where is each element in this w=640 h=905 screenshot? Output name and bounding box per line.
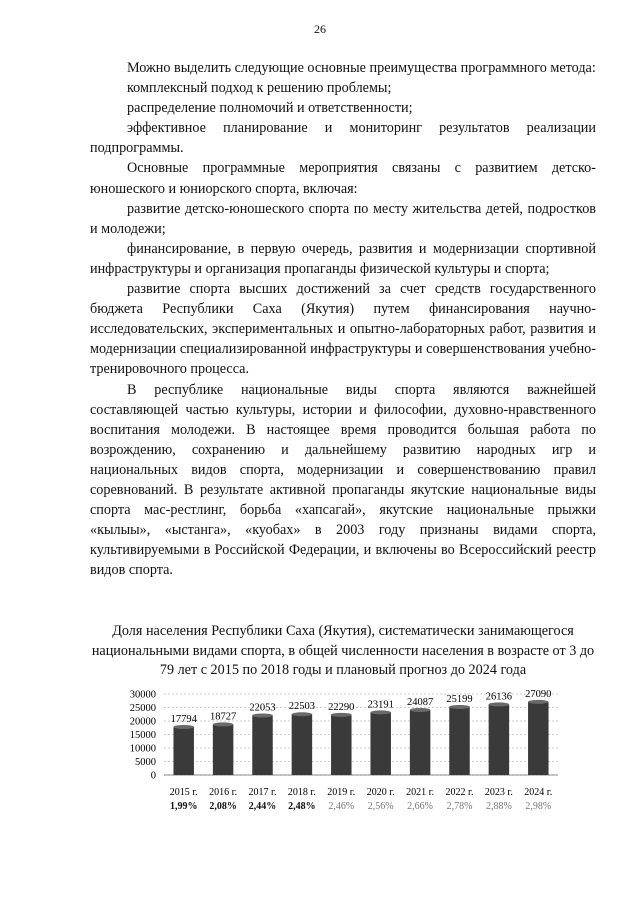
x-tick-label: 2016 г. [209, 787, 238, 798]
bar-top [370, 710, 390, 714]
paragraph: эффективное планирование и мониторинг результатов реализации подпрограммы. [90, 120, 596, 157]
data-label: 18727 [209, 711, 237, 723]
body-text [90, 58, 596, 580]
paragraph: распределение полномочий и ответственности; [127, 100, 413, 117]
bar-top [410, 708, 430, 712]
data-label: 23191 [367, 699, 394, 711]
bar-top [449, 705, 469, 709]
percent-label: 2,08% [209, 801, 237, 812]
bar-top [292, 712, 312, 716]
data-label: 27090 [525, 688, 552, 700]
y-tick-label: 15000 [129, 730, 156, 741]
x-tick-label: 2021 г. [406, 787, 435, 798]
percent-label: 2,48% [288, 801, 316, 812]
paragraph: развитие детско-юношеского спорта по месту жительства детей, подростков и молодежи; [90, 200, 596, 237]
percent-label: 2,46% [328, 801, 355, 812]
bar-top [252, 713, 272, 717]
x-tick-label: 2015 г. [169, 787, 198, 798]
paragraph: комплексный подход к решению проблемы; [127, 80, 392, 97]
x-tick-label: 2023 г. [484, 787, 513, 798]
x-tick-label: 2020 г. [366, 787, 395, 798]
x-tick-label: 2017 г. [248, 787, 277, 798]
paragraph: развитие спорта высших достижений за счет средств государственного бюджета Республики Саха (Якутия) путем финансирования научно-исследовательских, экспериментальных и опытно-лабораторных работ, развития и модернизации специализированной инфраструктуры и совершенствования учебно-тренировочного процесса. [90, 281, 596, 378]
data-label: 22290 [328, 701, 355, 713]
y-tick-label: 5000 [135, 757, 156, 768]
percent-label: 2,44% [248, 801, 277, 812]
percent-label: 2,78% [446, 801, 473, 812]
percent-label: 2,66% [407, 801, 434, 812]
paragraph: В республике национальные виды спорта являются важнейшей составляющей частью культуры, истории и философии, духовно-нравственного воспитания молодежи. В настоящее время проводится большая работа по возрождению, сохранению и дальнейшему развитию народных игр и национальных видов спорта, модернизации и совершенствованию правил соревнований. В результате активной пропаганды якутские национальные виды спорта мас-рестлинг, борьба «хапсагай», якутские национальные прыжки «кылыы», «ыстанга», «куобах» в 2003 году признаны видами спорта, культивируемыми в Российской Федерации, и включены во Всероссийский реестр видов спорта. [90, 381, 596, 579]
bar [213, 724, 233, 775]
chart-title: Доля населения Республики Саха (Якутия), систематически занимающегося национальными видами спорта, в общей численности населения в возрасте от 3 до 79 лет с 2015 по 2018 годы и плановый прогноз до 2024 года [91, 623, 595, 678]
y-tick-label: 30000 [129, 689, 156, 701]
data-label: 22503 [288, 701, 316, 713]
percent-label: 1,99% [169, 801, 198, 812]
bar [449, 707, 469, 775]
bar-top [528, 700, 548, 704]
data-label: 24087 [406, 696, 434, 708]
y-tick-label: 0 [150, 770, 156, 782]
bar [410, 710, 430, 775]
x-tick-label: 2018 г. [287, 787, 316, 798]
bar [252, 715, 272, 775]
bar [489, 704, 509, 775]
x-tick-label: 2024 г. [524, 787, 553, 798]
percent-label: 2,88% [485, 801, 512, 812]
x-tick-label: 2019 г. [327, 787, 356, 798]
x-tick-label: 2022 г. [445, 787, 474, 798]
bar [292, 714, 312, 775]
paragraph: Можно выделить следующие основные преимущества программного метода: [127, 60, 596, 76]
percent-label: 2,98% [525, 801, 552, 812]
bar-chart [118, 682, 568, 832]
bar-top [331, 713, 351, 717]
data-label: 17794 [170, 713, 197, 725]
bar [331, 715, 351, 775]
bar-top [489, 702, 509, 706]
data-label: 25199 [446, 693, 473, 705]
bar-top [173, 725, 193, 729]
page-number: 26 [314, 22, 326, 36]
percent-label: 2,56% [367, 801, 394, 812]
bar-chart-svg [118, 682, 568, 832]
bar-top [213, 722, 233, 726]
paragraph: финансирование, в первую очередь, развития и модернизации спортивной инфраструктуры и организация пропаганды физической культуры и спорта; [90, 240, 596, 277]
y-tick-label: 10000 [129, 743, 156, 755]
paragraph: Основные программные мероприятия связаны с развитием детско-юношеского и юниорского спорта, включая: [90, 160, 596, 197]
bar [528, 702, 548, 775]
bar [173, 727, 193, 775]
data-label: 26136 [485, 691, 513, 703]
data-label: 22053 [249, 702, 276, 714]
bar [370, 712, 390, 775]
y-tick-label: 20000 [129, 716, 156, 728]
y-tick-label: 25000 [129, 703, 156, 714]
